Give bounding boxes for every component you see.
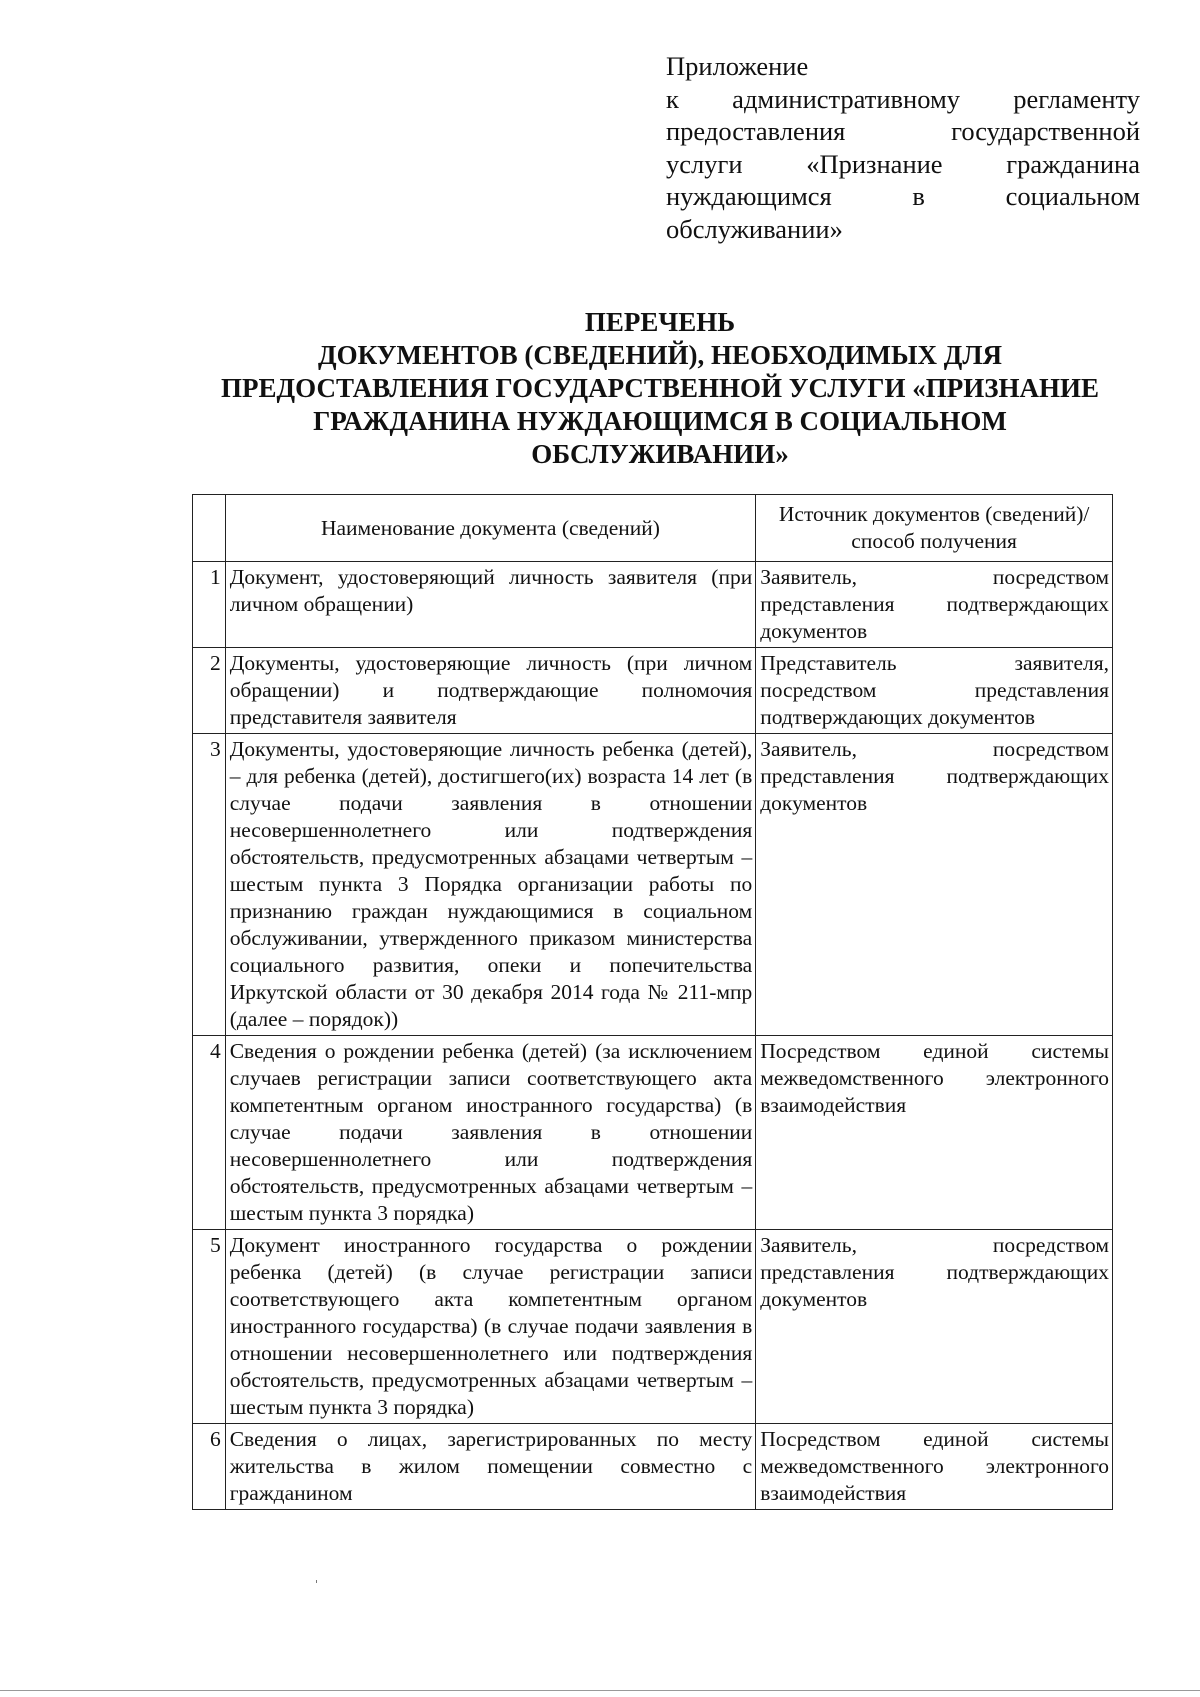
row-number: 2 <box>193 648 226 734</box>
appendix-line: предоставления государственной <box>666 116 1140 146</box>
document-name: Документы, удостоверяющие личность ребенка (детей), – для ребенка (детей), достигшего(их) возраста 14 лет (в случае подачи заявления в отношении несовершеннолетнего или подтверждения обстоятельств, предусмотренных абзацами четвертым – шестым пункта 3 Порядка организации работы по признанию граждан нуждающимися в социальном обслуживании, утвержденного приказом министерства социального развития, опеки и попечительства Иркутской области от 30 декабря 2014 года № 211-мпр (далее – порядок)) <box>225 734 756 1036</box>
table-row <box>193 1424 1113 1510</box>
table-row <box>193 734 1113 1036</box>
document-name: Сведения о рождении ребенка (детей) (за исключением случаев регистрации записи соответствующего акта компетентным органом иностранного государства) (в случае подачи заявления в отношении несовершеннолетнего или подтверждения обстоятельств, предусмотренных абзацами четвертым – шестым пункта 3 порядка) <box>225 1036 756 1230</box>
appendix-block <box>666 50 1140 245</box>
scan-speck <box>316 1580 317 1583</box>
title-line: ДОКУМЕНТОВ (СВЕДЕНИЙ), НЕОБХОДИМЫХ ДЛЯ <box>318 340 1002 370</box>
document-source: Заявитель, посредством представления подтверждающих документов <box>756 734 1113 1036</box>
title-line: ГРАЖДАНИНА НУЖДАЮЩИМСЯ В СОЦИАЛЬНОМ <box>313 406 1007 436</box>
document-name: Документы, удостоверяющие личность (при личном обращении) и подтверждающие полномочия представителя заявителя <box>225 648 756 734</box>
document-title <box>180 306 1140 471</box>
row-number: 4 <box>193 1036 226 1230</box>
title-line: ПРЕДОСТАВЛЕНИЯ ГОСУДАРСТВЕННОЙ УСЛУГИ «ПРИЗНАНИЕ <box>221 373 1099 403</box>
page-bottom-rule <box>0 1690 1200 1691</box>
document-source: Заявитель, посредством представления подтверждающих документов <box>756 562 1113 648</box>
appendix-line: услуги «Признание гражданина <box>666 148 1140 179</box>
document-source: Представитель заявителя, посредством представления подтверждающих документов <box>756 648 1113 734</box>
appendix-line: обслуживании» <box>666 213 843 244</box>
header-source: Источник документов (сведений)/способ получения <box>756 495 1113 562</box>
header-document-name: Наименование документа (сведений) <box>225 495 756 562</box>
documents-table <box>192 494 1113 1510</box>
document-name: Сведения о лицах, зарегистрированных по месту жительства в жилом помещении совместно с гражданином <box>225 1424 756 1510</box>
appendix-line: к административному регламенту <box>666 83 1140 114</box>
row-number: 1 <box>193 562 226 648</box>
header-number <box>193 495 226 562</box>
appendix-line: нуждающимся в социальном <box>666 181 1140 211</box>
title-line: ПЕРЕЧЕНЬ <box>584 307 736 337</box>
table-row <box>193 562 1113 648</box>
document-source: Посредством единой системы межведомственного электронного взаимодействия <box>756 1036 1113 1230</box>
row-number: 5 <box>193 1230 226 1424</box>
table-header-row <box>193 495 1113 562</box>
document-name: Документ, удостоверяющий личность заявителя (при личном обращении) <box>225 562 756 648</box>
document-source: Посредством единой системы межведомственного электронного взаимодействия <box>756 1424 1113 1510</box>
table-row <box>193 1230 1113 1424</box>
appendix-line: Приложение <box>666 51 809 81</box>
table-row <box>193 648 1113 734</box>
document-name: Документ иностранного государства о рождении ребенка (детей) (в случае регистрации записи соответствующего акта компетентным органом иностранного государства) (в случае подачи заявления в отношении несовершеннолетнего или подтверждения обстоятельств, предусмотренных абзацами четвертым – шестым пункта 3 порядка) <box>225 1230 756 1424</box>
document-source: Заявитель, посредством представления подтверждающих документов <box>756 1230 1113 1424</box>
title-line: ОБСЛУЖИВАНИИ» <box>531 439 789 469</box>
row-number: 3 <box>193 734 226 1036</box>
table-row <box>193 1036 1113 1230</box>
row-number: 6 <box>193 1424 226 1510</box>
